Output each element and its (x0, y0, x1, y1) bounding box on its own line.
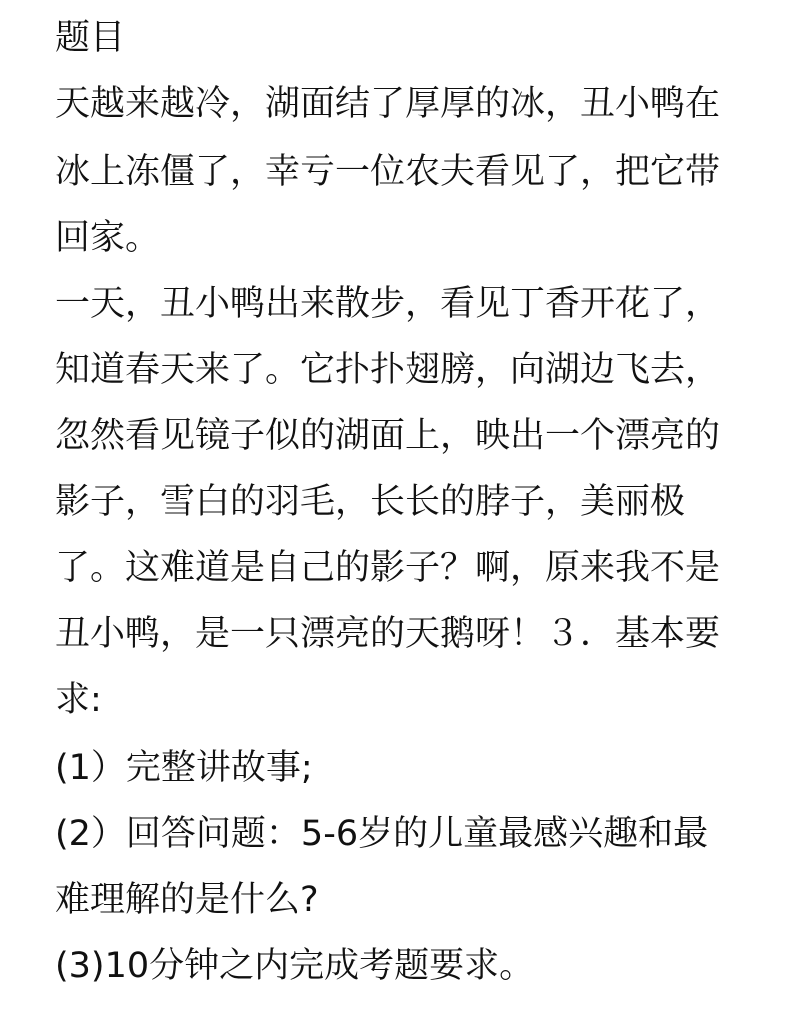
text-line: 一天，丑小鸭出来散步，看见丁香开花了， (55, 284, 721, 324)
text-line: 求: (55, 680, 102, 720)
text-line: 天越来越冷，湖面结了厚厚的冰，丑小鸭在 (55, 84, 721, 124)
text-line: (1）完整讲故事; (55, 748, 313, 788)
text-line: 忽然看见镜子似的湖面上，映出一个漂亮的 (55, 416, 721, 456)
text-line: 影子，雪白的羽毛，长长的脖子，美丽极 (55, 482, 686, 522)
text-line: 难理解的是什么? (55, 880, 319, 920)
text-line: 了。这难道是自己的影子？啊，原来我不是 (55, 548, 721, 588)
text-line: (3)10分钟之内完成考题要求。 (55, 946, 535, 986)
document-title: 题目 (55, 18, 126, 58)
text-line: (2）回答问题：5-6岁的儿童最感兴趣和最 (55, 814, 709, 854)
text-line: 冰上冻僵了，幸亏一位农夫看见了，把它带 (55, 152, 721, 192)
text-line: 回家。 (55, 218, 161, 258)
text-line: 知道春天来了。它扑扑翅膀，向湖边飞去， (55, 350, 721, 390)
text-line: 丑小鸭，是一只漂亮的天鹅呀！３．基本要 (55, 614, 721, 654)
